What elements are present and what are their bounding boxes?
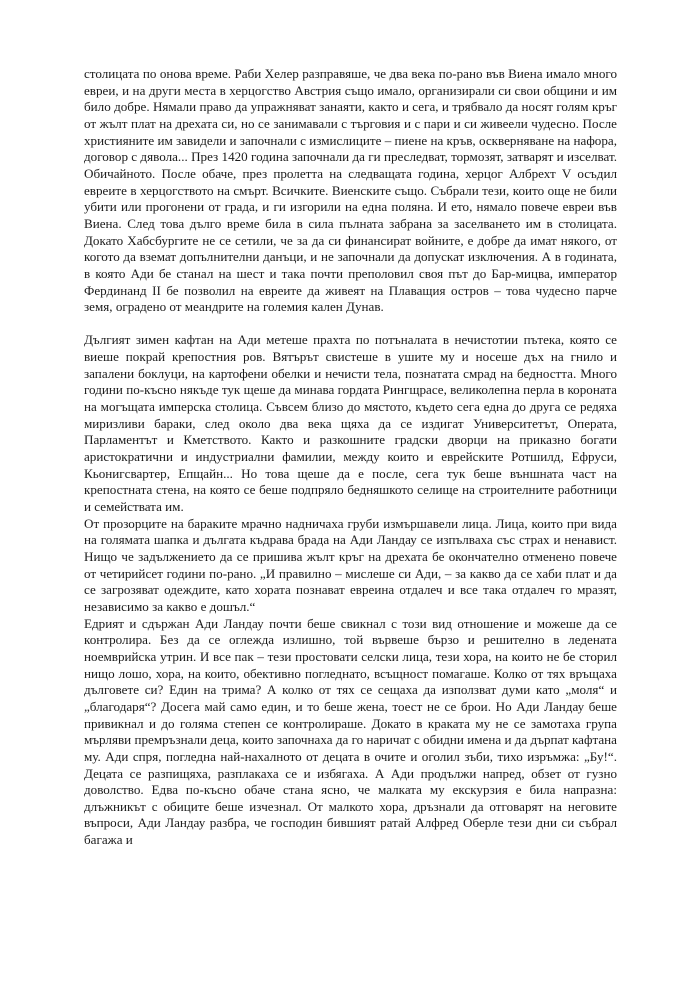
document-page (84, 66, 617, 849)
paragraph-1: столицата по онова време. Раби Хелер разправяше, че два века по-рано във Виена имало много евреи, и на други места в херцогство Австрия също имало, организирали си свои общини и им било добре. Нямали право да упражняват занаяти, както и сега, и трябвало да носят голям кръг от жълт плат на дрехата си, но се занимавали с търговия и с пари и си живеели чудесно. После християните им завидели и започнали с измислиците – пиене на кръв, оскверняване на нафора, договор с дявола... През 1420 година започнали да ги преследват, тормозят, затварят и изселват. Обичайното. После обаче, през пролетта на следващата година, херцог Албрехт V осъдил евреите в херцогството на смърт. Всичките. Виенските също. Събрали тези, които още не били убити или прогонени от града, и ги изгорили на една поляна. И ето, нямало повече евреи във Виена. След това дълго време била в сила пълната забрана за заселването им в столицата. Докато Хабсбургите не се сетили, че за да си финансират войните, е добре да имат някого, от когото да вземат допълнителни данъци, и не започнали да допускат изключения. А в годината, в която Ади бе станал на шест и така почти преполовил своя път до Бар-мицва, император Фердинанд II бе позволил на евреите да живеят на Плаващия остров – това чудесно парче земя, оградено от меандрите на големия кален Дунав. (84, 66, 617, 315)
paragraph-4: Едрият и сдържан Ади Ландау почти беше свикнал с този вид отношение и можеше да се контролира. Без да се оглежда излишно, той вървеше бързо и решително в ледената ноемврийска утрин. И все пак – тези простовати селски лица, тези хора, на които не бе сторил нищо лошо, хора, на които, обективно погледнато, всъщност помагаше. Колко от тях връщаха дълговете си? Един на трима? А колко от тях се сещаха да използват думи като „моля“ и „благодаря“? Досега май само един, и то беше жена, тоест не се брои. Но Ади Ландау беше привикнал и до голяма степен се контролираше. Докато в краката му не се замотаха група мърляви премръзнали деца, които започнаха да го наричат с обидни имена и да дърпат кафтана му. Ади спря, погледна най-нахалното от децата в очите и оголил зъби, тихо изръмжа: „Бу!“. Децата се разпищяха, разплакаха се и избягаха. А Ади продължи напред, обзет от гузно доволство. Едва по-късно обаче стана ясно, че малката му екскурзия е била напразна: длъжникът с обиците беше изчезнал. От малкото хора, дръзнали да отговарят на неговите въпроси, Ади Ландау разбра, че господин бившият ратай Алфред Оберле тези дни си събрал багажа и (84, 615, 617, 848)
paragraph-2: Дългият зимен кафтан на Ади метеше прахта по потъналата в нечистотии пътека, която се виеше покрай крепостния ров. Вятърът свистеше в ушите му и носеше дъх на гнило и запалени боклуци, на картофени обелки и нечисти тела, познатата смрад на бедността. Много години по-късно някъде тук щеше да минава гордата Рингщрасе, великолепна перла в короната на могъщата имперска столица. Съвсем близо до мястото, където сега една до друга се редяха миризливи бараки, след около два века щяха да се издигат Университетът, Операта, Парламентът и Кметството. Както и разкошните градски дворци на приказно богати аристократични и индустриални фамилии, между които и еврейските Ротшилд, Ефруси, Кьонигсвартер, Епщайн... Но това щеше да е после, сега тук беше външната част на крепостната стена, на която се беше подпряло бедняшкото селище на строителните работници и семействата им. (84, 332, 617, 514)
paragraph-3: От прозорците на бараките мрачно надничаха груби измършавели лица. Лица, които при вида на голямата шапка и дългата къдрава брада на Ади Ландау се изпълваха със страх и ненавист. Нищо че задължението да се пришива жълт кръг на дрехата бе окончателно отменено повече от четирийсет години по-рано. „И правилно – мислеше си Ади, – за какво да се хаби плат и да се загрозяват одеждите, като хората познават евреина отдалеч и все така отдалеч го мразят, независимо за какво е дошъл.“ (84, 515, 617, 614)
